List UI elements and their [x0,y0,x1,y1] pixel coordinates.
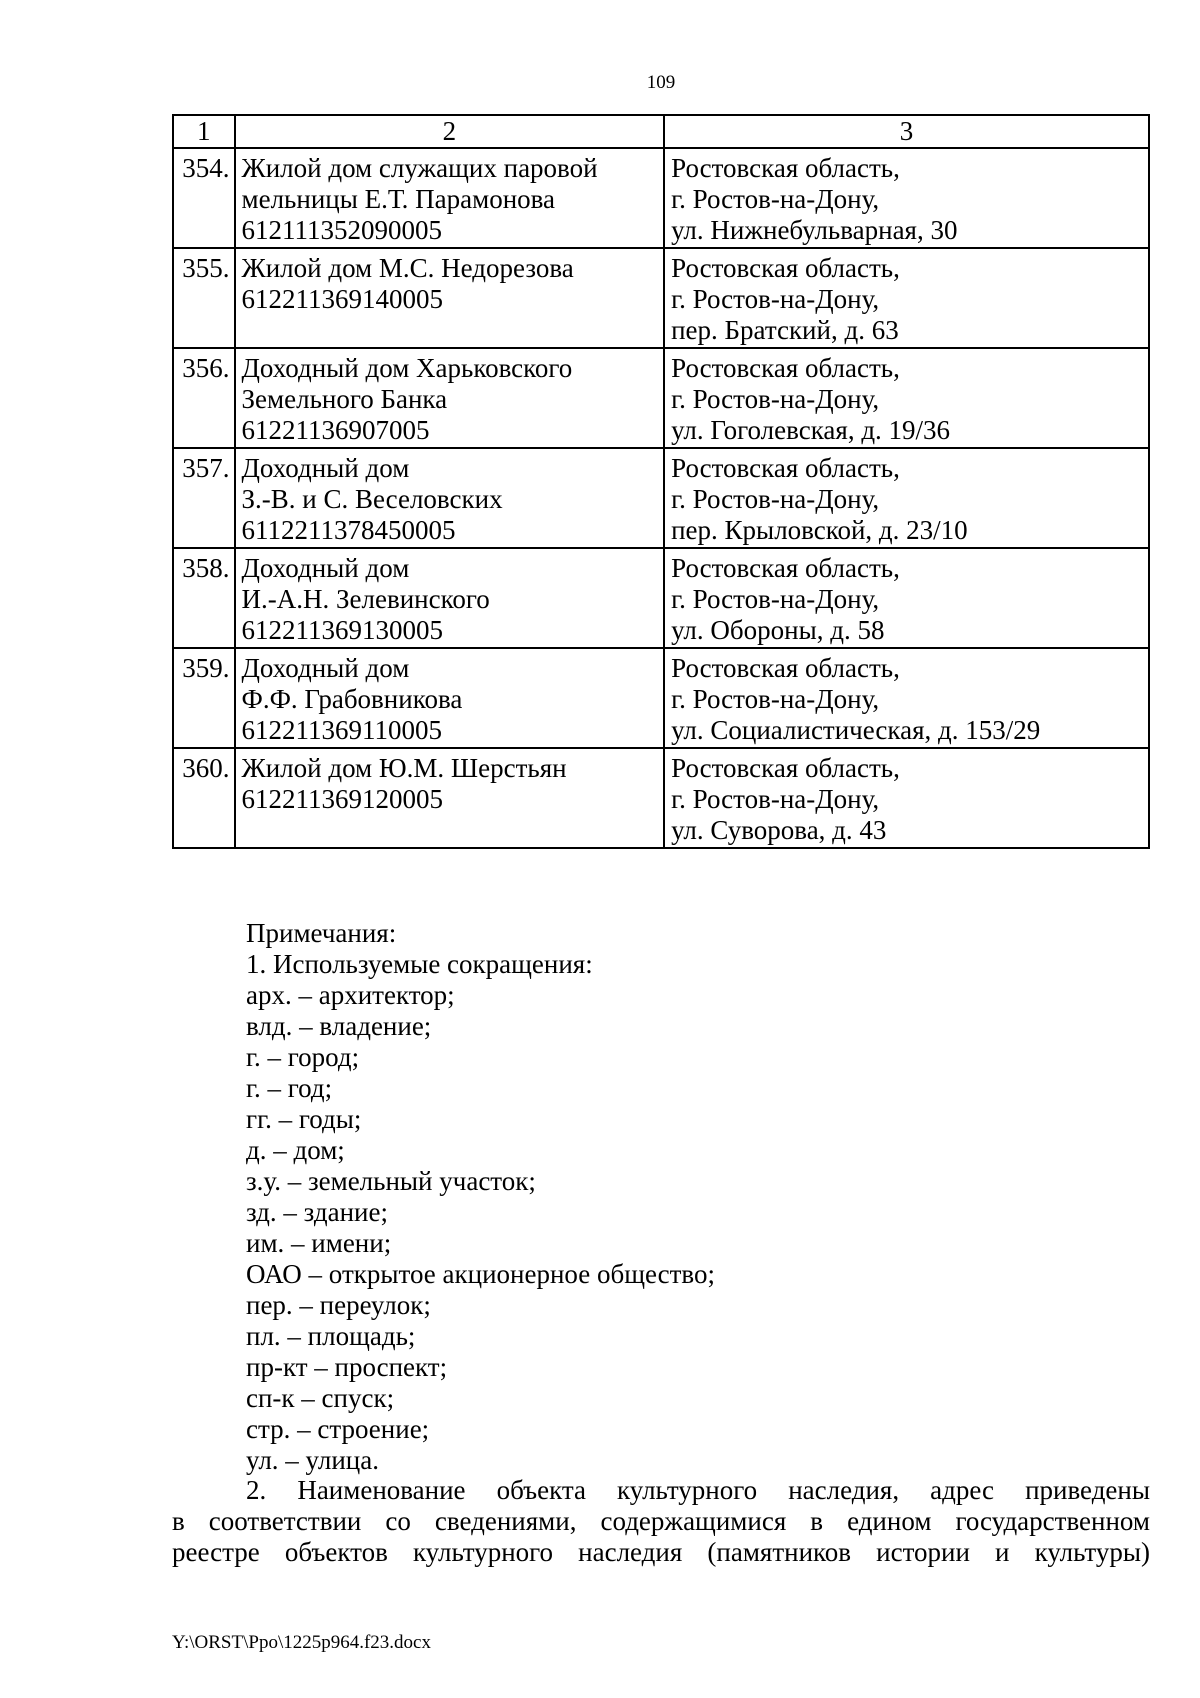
table-row [173,548,1149,648]
address-line: ул. Суворова, д. 43 [671,815,887,845]
address-line: Ростовская область, [671,653,900,683]
address-line: ул. Обороны, д. 58 [671,615,885,645]
page-number: 109 [646,72,676,93]
object-name-line: Доходный дом Харьковского [241,353,573,383]
abbreviation-item: пл. – площадь; [246,1321,416,1351]
object-name-line: 612211369110005 [241,715,443,745]
object-name-line: 61221136907005 [241,415,430,445]
row-number: 355. [173,248,235,348]
address-cell [664,148,1149,248]
address-line: Ростовская область, [671,753,900,783]
paragraph-line: в соответствии со сведениями, содержащимися в едином государственном [172,1506,1150,1536]
address-cell [664,448,1149,548]
object-name-line: 612211369130005 [241,615,444,645]
object-name-line: Доходный дом [241,553,410,583]
object-name-line: Жилой дом Ю.М. Шерстьян [241,753,567,783]
object-name-line: 6112211378450005 [241,515,456,545]
address-line: пер. Крыловской, д. 23/10 [671,515,968,545]
table-row [173,448,1149,548]
abbreviation-item: ул. – улица. [246,1445,379,1475]
address-line: Ростовская область, [671,453,900,483]
object-name-line: 612211369120005 [241,784,444,814]
address-line: пер. Братский, д. 63 [671,315,899,345]
table-body [173,148,1149,848]
row-number: 356. [173,348,235,448]
address-cell [664,248,1149,348]
abbreviation-item: д. – дом; [246,1135,345,1165]
address-line: Ростовская область, [671,553,900,583]
address-cell [664,348,1149,448]
object-name-cell [235,748,665,848]
object-name-line: Ф.Ф. Грабовникова [241,684,463,714]
paragraph-line: реестре объектов культурного наследия (памятников истории и культуры) [172,1537,1150,1567]
row-number: 354. [173,148,235,248]
object-name-line: Доходный дом [241,453,410,483]
object-name-cell [235,348,665,448]
address-line: г. Ростов-на-Дону, [671,684,880,714]
abbreviation-list [246,980,715,1476]
row-number: 357. [173,448,235,548]
object-name-line: И.-А.Н. Зелевинского [241,584,490,614]
file-path-footer: Y:\ORST\Ppo\1225p964.f23.docx [172,1632,431,1653]
address-line: Ростовская область, [671,153,900,183]
column-header-number: 1 [173,115,235,148]
object-name-line: Земельного Банка [241,384,448,414]
object-name-cell [235,448,665,548]
abbreviation-item: стр. – строение; [246,1414,430,1444]
abbreviation-item: зд. – здание; [246,1197,388,1227]
abbreviation-item: сп-к – спуск; [246,1383,395,1413]
row-number: 359. [173,648,235,748]
object-name-line: мельницы Е.Т. Парамонова [241,184,556,214]
object-name-line: Жилой дом М.С. Недорезова [241,253,574,283]
table-row [173,648,1149,748]
abbreviation-item: з.у. – земельный участок; [246,1166,536,1196]
table-row [173,348,1149,448]
heritage-registry-table [172,114,1150,849]
object-name-line: 612111352090005 [241,215,443,245]
notes-subtitle: 1. Используемые сокращения: [246,949,593,979]
object-name-line: З.-В. и С. Веселовских [241,484,503,514]
abbreviation-item: пер. – переулок; [246,1290,431,1320]
address-line: ул. Гоголевская, д. 19/36 [671,415,951,445]
column-header-name: 2 [235,115,665,148]
table-header-row [173,115,1149,148]
address-line: г. Ростов-на-Дону, [671,484,880,514]
abbreviation-item: влд. – владение; [246,1011,432,1041]
column-header-address: 3 [664,115,1149,148]
address-line: Ростовская область, [671,353,900,383]
row-number: 358. [173,548,235,648]
abbreviation-item: им. – имени; [246,1228,392,1258]
table-row [173,148,1149,248]
address-line: ул. Нижнебульварная, 30 [671,215,958,245]
abbreviation-item: г. – город; [246,1042,360,1072]
address-cell [664,748,1149,848]
object-name-line: 612211369140005 [241,284,444,314]
object-name-cell [235,248,665,348]
object-name-line: Доходный дом [241,653,410,683]
address-line: г. Ростов-на-Дону, [671,184,880,214]
notes-title: Примечания: [246,918,397,948]
address-cell [664,648,1149,748]
object-name-cell [235,648,665,748]
address-line: ул. Социалистическая, д. 153/29 [671,715,1041,745]
address-line: Ростовская область, [671,253,900,283]
address-line: г. Ростов-на-Дону, [671,284,880,314]
table-row [173,748,1149,848]
object-name-line: Жилой дом служащих паровой [241,153,598,183]
table-row [173,248,1149,348]
abbreviation-item: арх. – архитектор; [246,980,455,1010]
abbreviation-item: г. – год; [246,1073,333,1103]
address-cell [664,548,1149,648]
paragraph-line: 2. Наименование объекта культурного наследия, адрес приведены [246,1475,1150,1505]
address-line: г. Ростов-на-Дону, [671,584,880,614]
note-paragraph-2 [172,1475,1150,1568]
abbreviation-item: гг. – годы; [246,1104,362,1134]
address-line: г. Ростов-на-Дону, [671,384,880,414]
notes-section [246,918,715,1476]
object-name-cell [235,548,665,648]
address-line: г. Ростов-на-Дону, [671,784,880,814]
object-name-cell [235,148,665,248]
abbreviation-item: ОАО – открытое акционерное общество; [246,1259,715,1289]
row-number: 360. [173,748,235,848]
abbreviation-item: пр-кт – проспект; [246,1352,448,1382]
